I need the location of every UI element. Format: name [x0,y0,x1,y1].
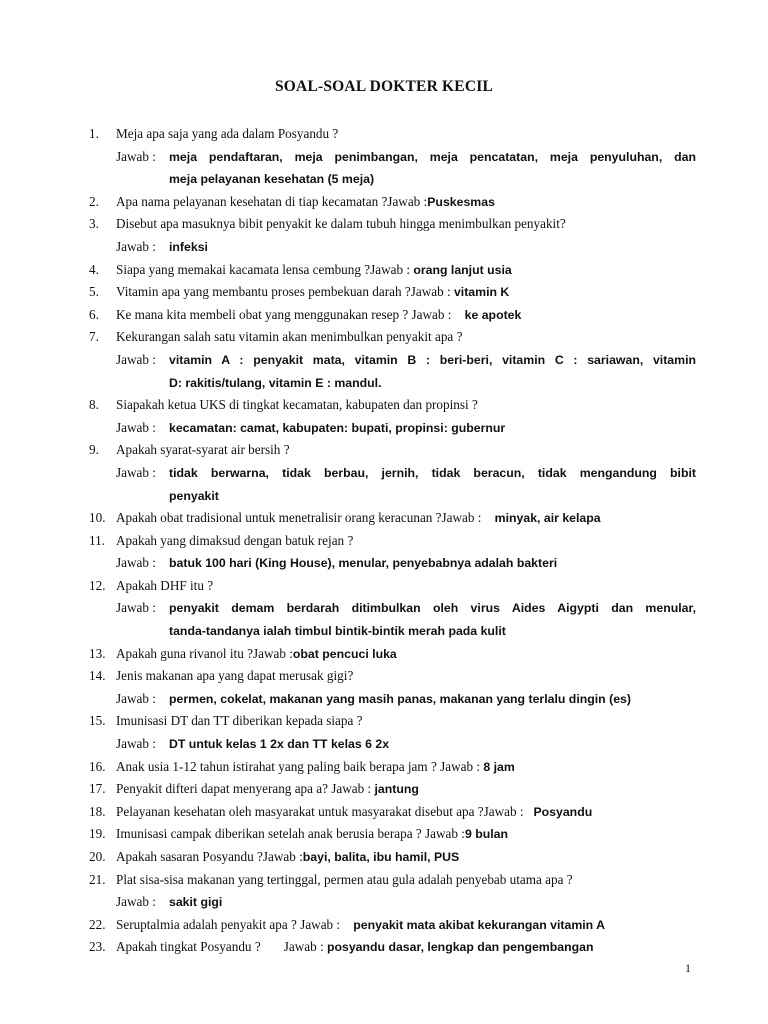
question-text: Apakah obat tradisional untuk menetralisir orang keracunan ?Jawab : [116,510,482,526]
jawab-label: Jawab : [116,419,156,435]
question-text: Seruptalmia adalah penyakit apa ? Jawab : [116,916,341,932]
answer-line [89,688,699,711]
answer-line [89,349,699,372]
answer-text: vitamin A : penyakit mata, vitamin B : beri-beri, vitamin C : sariawan, vitamin [169,352,696,367]
answer-text: Posyandu [533,804,593,819]
question-23 [89,936,699,959]
question-text: Apakah yang dimaksud dengan batuk rejan ? [116,532,354,548]
jawab-label: Jawab : [116,351,156,367]
question-text: Vitamin apa yang membantu proses pembekuan darah ?Jawab : [116,284,451,300]
question-9 [89,439,699,462]
answer-text: posyandu dasar, lengkap dan pengembangan [326,940,594,955]
answer-continuation [89,485,699,508]
answer-text: meja pelayanan kesehatan (5 meja) [169,172,375,187]
question-number: 11. [89,532,105,548]
answer-text: penyakit demam berdarah ditimbulkan oleh virus Aides Aigypti dan menular, [169,601,696,616]
jawab-label: Jawab : [116,555,156,571]
answer-text: Puskesmas [427,194,495,209]
question-12 [89,575,699,598]
question-text: Siapa yang memakai kacamata lensa cembung ?Jawab : [116,261,411,277]
question-text: Ke mana kita membeli obat yang menggunakan resep ? Jawab : [116,306,452,322]
answer-text: vitamin K [453,285,510,300]
question-2 [89,191,699,214]
question-number: 3. [89,216,99,232]
answer-continuation [89,168,699,191]
question-number: 19. [89,826,106,842]
question-number: 16. [89,758,106,774]
answer-line [89,891,699,914]
question-number: 20. [89,849,106,864]
question-10 [89,507,699,530]
answer-text: 8 jam [483,759,515,774]
question-1 [89,123,699,146]
question-15 [89,710,699,733]
question-21 [89,869,699,892]
question-number: 21. [89,871,106,887]
answer-line [89,236,699,259]
question-text: Apakah syarat-syarat air bersih ? [116,442,290,458]
jawab-label: Jawab : [116,690,156,706]
answer-text: orang lanjut usia [413,262,512,277]
question-text: Pelayanan kesehatan oleh masyarakat untuk masyarakat disebut apa ?Jawab : [116,803,524,819]
question-text: Siapakah ketua UKS di tingkat kecamatan, kabupaten dan propinsi ? [116,397,478,413]
answer-text: infeksi [169,239,208,254]
jawab-label: Jawab : [116,894,156,910]
answer-line [89,462,699,485]
question-18 [89,801,699,824]
answer-text: jantung [374,782,419,797]
question-number: 12. [89,577,106,593]
question-17 [89,778,699,801]
answer-line [89,417,699,440]
question-6 [89,304,699,327]
answer-text: 9 bulan [464,827,509,842]
question-text: Apakah DHF itu ? [116,577,214,593]
question-text: Meja apa saja yang ada dalam Posyandu ? [116,126,339,141]
question-22 [89,914,699,937]
question-8 [89,394,699,417]
question-14 [89,665,699,688]
jawab-label: Jawab : [116,736,156,752]
question-number: 23. [89,939,106,955]
question-text: Apa nama pelayanan kesehatan di tiap kecamatan ?Jawab : [116,193,428,209]
jawab-label: Jawab : [283,939,324,955]
question-text: Plat sisa-sisa makanan yang tertinggal, permen atau gula adalah penyebab utama apa ? [116,871,573,887]
page-number: 1 [685,961,691,975]
question-5 [89,281,699,304]
question-text: Imunisasi campak diberikan setelah anak berusia berapa ? Jawab : [116,826,465,842]
question-7 [89,326,699,349]
question-number: 1. [89,126,99,141]
question-text: Imunisasi DT dan TT diberikan kepada siapa ? [116,713,363,729]
answer-text: permen, cokelat, makanan yang masih panas, makanan yang terlalu dingin (es) [169,691,631,706]
question-4 [89,259,699,282]
answer-text: tidak berwarna, tidak berbau, jernih, tidak beracun, tidak mengandung bibit [169,465,696,480]
answer-text: kecamatan: camat, kabupaten: bupati, propinsi: gubernur [169,420,506,435]
answer-line [89,733,699,756]
question-3 [89,213,699,236]
jawab-label: Jawab : [116,600,156,616]
question-number: 10. [89,510,106,526]
answer-text: ke apotek [464,307,522,322]
answer-continuation [89,372,699,395]
question-13 [89,643,699,666]
question-19 [89,823,699,846]
question-number: 22. [89,916,106,932]
question-list [89,123,699,959]
document-title: SOAL-SOAL DOKTER KECIL [274,78,493,95]
question-text: Anak usia 1-12 tahun istirahat yang paling baik berapa jam ? Jawab : [116,758,481,774]
question-11 [89,530,699,553]
answer-text: batuk 100 hari (King House), menular, penyebabnya adalah bakteri [169,556,558,571]
question-20 [89,846,699,869]
answer-text: minyak, air kelapa [494,511,601,526]
answer-text: obat pencuci luka [292,646,397,661]
question-text: Apakah tingkat Posyandu ? [116,939,261,955]
answer-text: penyakit mata akibat kekurangan vitamin A [353,917,606,932]
answer-text: bayi, balita, ibu hamil, PUS [302,850,460,864]
question-number: 7. [89,329,99,345]
question-text: Penyakit difteri dapat menyerang apa a? Jawab : [116,781,372,797]
question-number: 2. [89,193,99,209]
answer-text: sakit gigi [169,895,223,910]
question-number: 8. [89,397,99,413]
question-16 [89,756,699,779]
answer-text: tanda-tandanya ialah timbul bintik-bintik merah pada kulit [169,624,506,639]
answer-line [89,146,699,169]
jawab-label: Jawab : [116,238,156,254]
jawab-label: Jawab : [116,464,156,480]
answer-text: D: rakitis/tulang, vitamin E : mandul. [169,375,382,390]
question-number: 17. [89,781,106,797]
answer-text: DT untuk kelas 1 2x dan TT kelas 6 2x [169,737,390,752]
answer-text: penyakit [169,488,219,503]
question-number: 9. [89,442,99,458]
question-number: 13. [89,645,106,661]
question-text: Jenis makanan apa yang dapat merusak gigi? [116,668,354,684]
answer-continuation [89,620,699,643]
answer-text: meja pendaftaran, meja penimbangan, meja pencatatan, meja penyuluhan, dan [169,149,696,164]
question-number: 15. [89,713,106,729]
question-number: 14. [89,668,106,684]
question-text: Apakah sasaran Posyandu ?Jawab : [116,849,303,864]
question-number: 4. [89,261,99,277]
answer-line [89,597,699,620]
question-text: Kekurangan salah satu vitamin akan menimbulkan penyakit apa ? [116,329,463,345]
question-text: Disebut apa masuknya bibit penyakit ke dalam tubuh hingga menimbulkan penyakit? [116,216,566,232]
question-number: 18. [89,803,106,819]
question-number: 5. [89,284,99,300]
question-text: Apakah guna rivanol itu ?Jawab : [116,645,293,661]
jawab-label: Jawab : [116,148,156,164]
question-number: 6. [89,306,99,322]
answer-line [89,552,699,575]
